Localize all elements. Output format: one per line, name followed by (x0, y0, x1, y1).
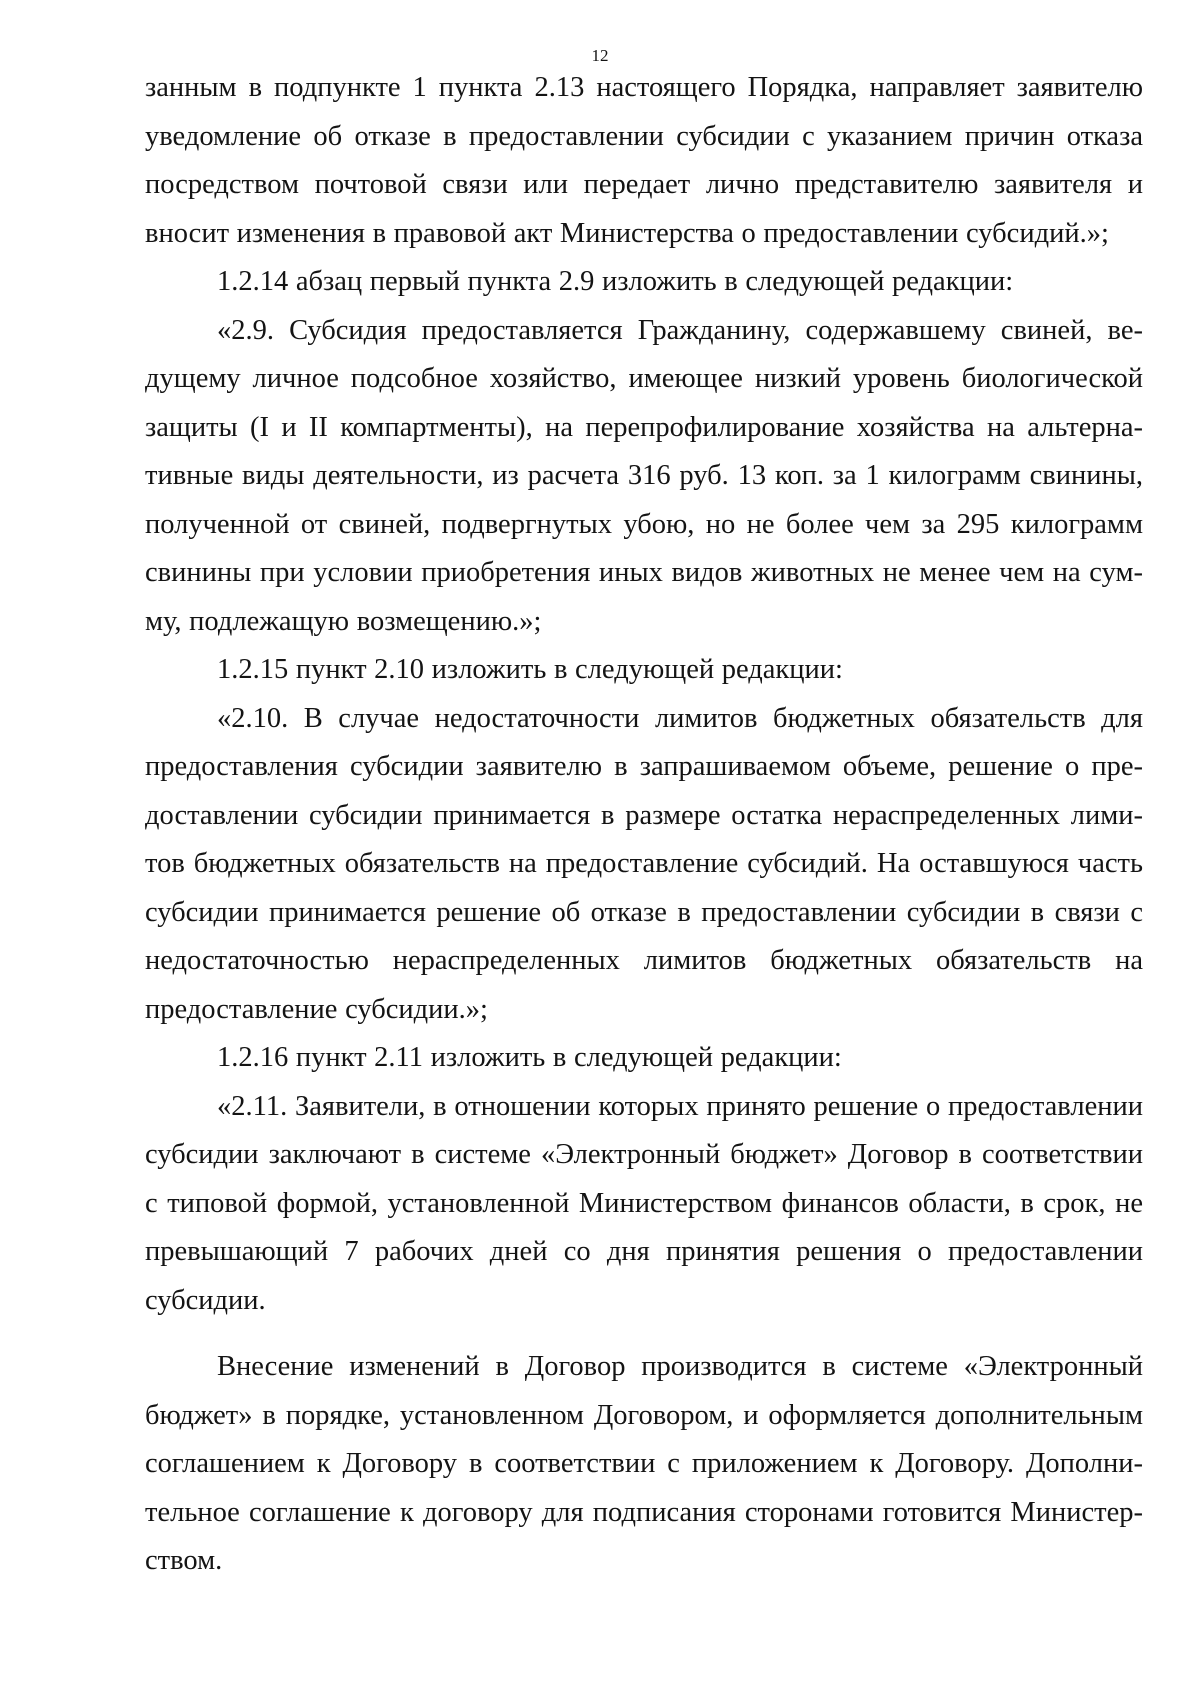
paragraph-item-1-2-15: 1.2.15 пункт 2.10 изложить в следующей редакции: (217, 654, 843, 685)
paragraph-clause-2-10: «2.10. В случае недостаточности лимитов бюджетных обязательств для предоставления субсидии заявителю в запрашиваемом объеме, решение о предоставлении субсидии принимается в размере остатка нераспределенных лимитов бюджетных обязательств на предоставление субсидий. На оставшуюся часть субсидии принимается решение об отказе в предоставлении субсидии в связи с недостаточностью нераспределенных лимитов бюджетных обязательств на предоставление субсидии.»; (145, 702, 1143, 1025)
paragraph-clause-2-11: «2.11. Заявители, в отношении которых принято решение о предоставлении субсидии заключают в системе «Электронный бюджет» Договор в соответствии с типовой формой, установленной Министерством финансов области, в срок, не превышающий 7 рабочих дней со дня принятия решения о предоставлении субсидии. (145, 1090, 1143, 1316)
paragraph-clause-2-9: «2.9. Субсидия предоставляется Гражданину, содержавшему свиней, ведущему личное подсобное хозяйство, имеющее низкий уровень биологической защиты (I и II компартменты), на перепрофилирование хозяйства на альтернативные виды деятельности, из расчета 316 руб. 13 коп. за 1 килограмм свинины, полученной от свиней, подвергнутых убою, но не более чем за 295 килограмм свинины при условии приобретения иных видов животных не менее чем на сумму, подлежащую возмещению.»; (145, 314, 1143, 637)
paragraph-item-1-2-14: 1.2.14 абзац первый пункта 2.9 изложить в следующей редакции: (217, 266, 1014, 297)
paragraph-item-1-2-16: 1.2.16 пункт 2.11 изложить в следующей редакции: (217, 1042, 842, 1073)
paragraph-contract-amendments: Внесение изменений в Договор производится в системе «Электронный бюджет» в порядке, установленном Договором, и оформляется дополнительным соглашением к Договору в соответствии с приложением к Договору. Дополнительное соглашение к договору для подписания сторонами готовится Министерством. (145, 1351, 1143, 1576)
page-number: 12 (591, 46, 609, 65)
paragraph-continuation: занным в подпункте 1 пункта 2.13 настоящего Порядка, направляет заявителю уведомление об отказе в предоставлении субсидии с указанием причин отказа посредством почтовой связи или передает лично представителю заявителя и вносит изменения в правовой акт Министерства о предоставлении субсидий.»; (145, 72, 1143, 249)
document-body (145, 64, 1143, 1586)
